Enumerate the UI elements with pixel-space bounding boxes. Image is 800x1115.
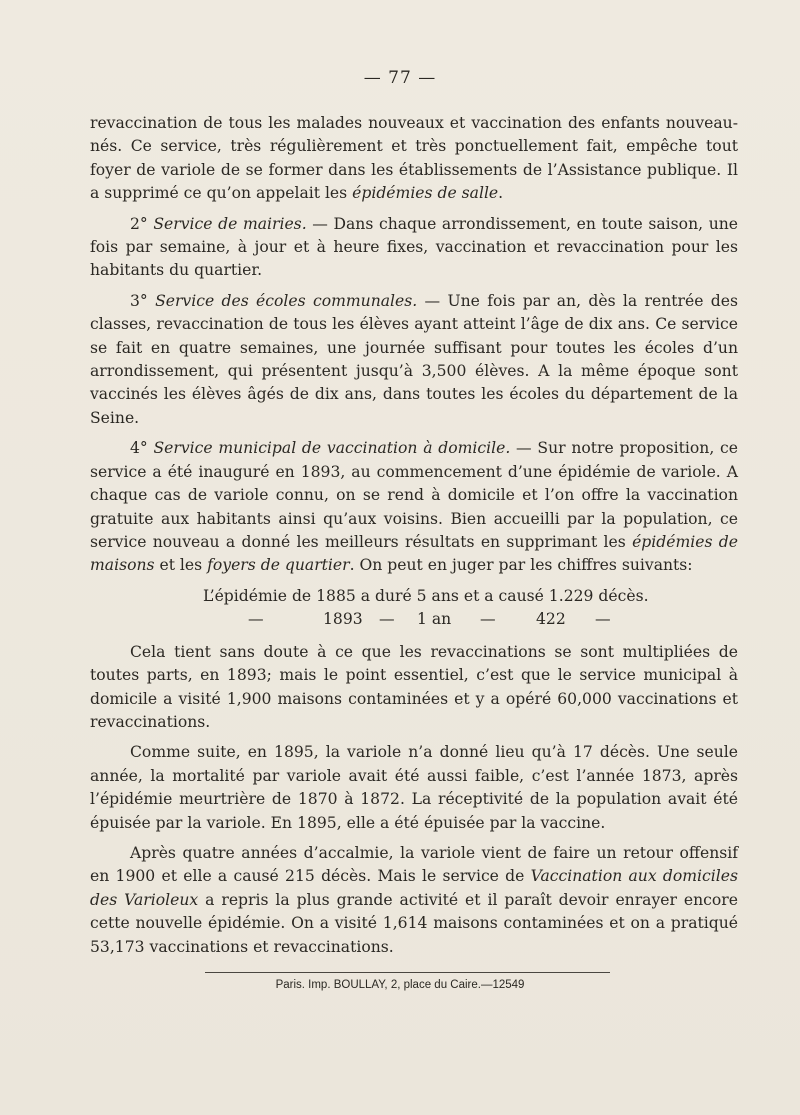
- text-span: revaccination de tous les malades nouveaux et vaccination des enfants nouveau-nés. Ce service, très régulièrement et très ponctuellement fait, empêche tout foyer de variole de se former dans les établissements de l’Assistance publique. Il a supprimé ce qu’on appelait les: [90, 114, 738, 203]
- body-text: [90, 112, 738, 966]
- italic-span: foyers de quartier: [207, 556, 350, 575]
- table-cell: 1 an: [417, 609, 452, 628]
- page-number: — 77 —: [363, 68, 437, 88]
- text-span: .: [498, 184, 504, 203]
- paragraph-4: [90, 437, 738, 577]
- table-cell: —: [595, 609, 611, 628]
- table-cell: 1893: [323, 609, 363, 628]
- item-number: 2°: [130, 214, 154, 233]
- italic-span: épidémies de maisons: [90, 532, 738, 575]
- paragraph-1: [90, 112, 738, 206]
- paragraph-6: Comme suite, en 1895, la variole n’a donné lieu qu’à 17 décès. Une seule année, la mortalité par variole avait été aussi faible, c’est l’année 1873, après l’épidémie meurtrière de 1870 à 1872. La réceptivité de la population avait été épuisée par la variole. En 1895, elle a été épuisée par la vaccine.: [90, 743, 738, 832]
- epidemic-table: [90, 585, 738, 631]
- text-span: — Dans chaque arrondissement, en toute saison, une fois par semaine, à jour et à heure fixes, vaccination et revaccination pour les habitants du quartier.: [90, 214, 739, 280]
- text-span: Après quatre années d’accalmie, la variole vient de faire un retour offensif en 1900 et elle a causé 215 décès. Mais le service de: [90, 843, 738, 886]
- table-cell: L’épidémie de 1885 a duré 5 ans et a causé 1.229 décès.: [203, 586, 649, 605]
- paragraph-7: [90, 842, 738, 959]
- italic-heading: Service municipal de vaccination à domicile.: [153, 439, 511, 458]
- table-row: [90, 608, 738, 631]
- item-number: 4°: [130, 439, 154, 458]
- item-number: 3°: [130, 291, 156, 310]
- italic-span: Vaccination aux domiciles des Varioleux: [90, 867, 738, 909]
- footer-rule: [205, 972, 610, 973]
- table-cell: —: [480, 609, 496, 628]
- table-cell: 422: [536, 609, 566, 628]
- paragraph-5: Cela tient sans doute à ce que les revaccinations se sont multipliées de toutes parts, en 1893; mais le point essentiel, c’est que le service municipal à domicile a visité 1,900 maisons contaminées et y a opéré 60,000 vaccinations et revaccinations.: [90, 642, 738, 731]
- paragraph-2: [90, 213, 738, 283]
- table-row: [90, 585, 738, 608]
- paragraph-3: [90, 290, 738, 430]
- text-span: — Sur notre proposition, ce service a été inauguré en 1893, au commencement d’une épidémie de variole. A chaque cas de variole connu, on se rend à domicile et l’on offre la vaccination gratuite aux habitants ainsi qu’aux voisins. Bien accueilli par la population, ce service nouveau a donné les meilleurs résultats en supprimant les: [90, 439, 738, 551]
- text-span: a repris la plus grande activité et il paraît devoir enrayer encore cette nouvelle épidémie. On a visité 1,614 maisons contaminées et on a pratiqué 53,173 vaccinations et revaccinations.: [90, 890, 738, 956]
- italic-heading: Service des écoles communales.: [155, 291, 418, 310]
- italic-heading: Service de mairies.: [153, 214, 307, 233]
- text-span: — Une fois par an, dès la rentrée des classes, revaccination de tous les élèves ayant atteint l’âge de dix ans. Ce service se fait en quatre semaines, une journée suffisant pour toutes les écoles d’un arrondissement, qui présentent jusqu’à 3,500 élèves. A la même époque sont vaccinés les élèves âgés de dix ans, dans toutes les écoles du département de la Seine.: [90, 291, 738, 427]
- table-cell: —: [248, 609, 264, 628]
- text-span: et les: [154, 556, 208, 575]
- italic-span: épidémies de salle: [352, 184, 499, 203]
- text-span: . On peut en juger par les chiffres suivants:: [349, 556, 693, 575]
- printer-footer: Paris. Imp. BOULLAY, 2, place du Caire.—12549: [275, 979, 525, 991]
- table-cell: —: [379, 609, 395, 628]
